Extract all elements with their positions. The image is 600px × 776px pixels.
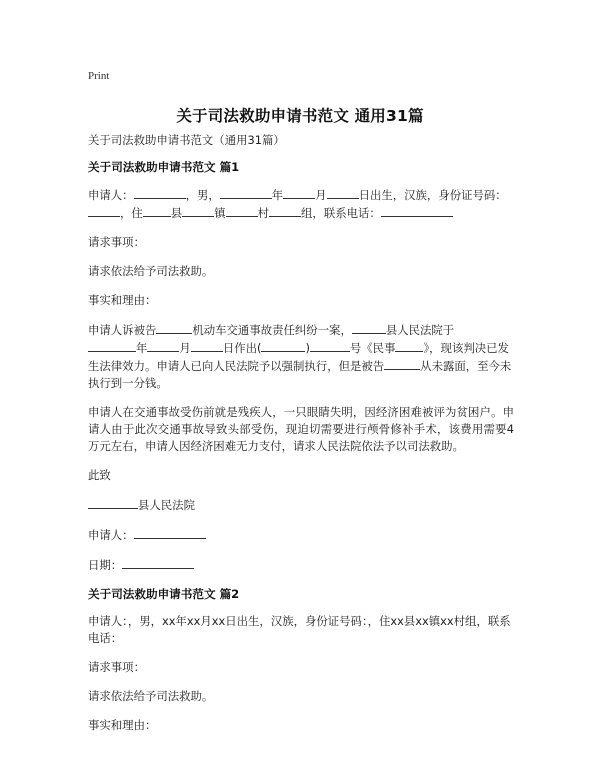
text-fragment: ) <box>305 341 310 355</box>
date-blank <box>122 556 194 569</box>
applicant-info-paragraph-2: 申请人：，男，xx年xx月xx日出生，汉族，身份证号码：，住xx县xx镇xx村组，联系电话： <box>88 614 511 645</box>
request-label-2: 请求事项： <box>88 660 145 674</box>
year-blank <box>220 186 272 199</box>
name-blank <box>134 186 186 199</box>
text-fragment: 年 <box>136 341 148 355</box>
text-fragment: ，住 <box>120 206 143 220</box>
document-type-blank <box>395 339 423 352</box>
court-suffix: 县人民法院 <box>138 498 195 512</box>
document-title: 关于司法救助申请书范文 通用31篇 <box>176 107 424 125</box>
facts-paragraph-2: 申请人在交通事故受伤前就是残疾人，一只眼睛失明，因经济困难被评为贫困户。申请人由于此次交通事故导致头部受伤，现迫切需要进行颅骨修补手术，该费用需要4万元左右，申请人因经济困难无力支付，请求人民法院依法予以司法救助。 <box>88 405 514 453</box>
text-fragment: 申请人： <box>88 188 134 202</box>
phone-blank <box>381 204 453 217</box>
day-blank <box>327 186 359 199</box>
facts-paragraph-1 <box>88 321 514 392</box>
text-fragment: 日出生，汉族，身份证号码： <box>358 188 507 202</box>
text-fragment: 号《民事 <box>349 341 396 355</box>
facts-label: 事实和理由： <box>88 293 157 307</box>
town-blank <box>182 204 214 217</box>
court-county-blank <box>352 321 386 334</box>
court-line <box>88 496 514 514</box>
group-blank <box>269 204 301 217</box>
text-fragment: 年 <box>271 188 284 202</box>
signature-blank <box>134 526 206 539</box>
text-fragment: 从未露面，至今未执行到一分钱。 <box>88 359 512 390</box>
document-subtitle: 关于司法救助申请书范文（通用31篇） <box>88 133 285 147</box>
applicant-info-paragraph <box>88 186 514 222</box>
id-number-blank <box>88 204 120 217</box>
text-fragment: 日作出( <box>222 341 262 355</box>
text-fragment: 申请人诉被告 <box>88 323 157 337</box>
text-fragment: 月 <box>315 188 327 202</box>
request-label: 请求事项： <box>88 235 145 249</box>
text-fragment: ，男， <box>185 188 220 202</box>
case-year-blank <box>261 339 305 352</box>
text-fragment: 县人民法院于 <box>385 323 455 337</box>
section-2-heading: 关于司法救助申请书范文 篇2 <box>88 587 240 601</box>
judgment-year-blank <box>88 339 136 352</box>
county-blank <box>143 204 171 217</box>
request-text: 请求依法给予司法救助。 <box>88 264 214 278</box>
judgment-month-blank <box>147 339 179 352</box>
facts-label-2: 事实和理由： <box>88 718 157 732</box>
court-name-blank <box>88 496 138 509</box>
text-fragment: 村 <box>257 206 270 220</box>
date-line <box>88 556 514 574</box>
judgment-day-blank <box>191 339 223 352</box>
defendant-name-blank <box>384 357 420 370</box>
case-number-blank <box>310 339 350 352</box>
request-text-2: 请求依法给予司法救助。 <box>88 689 214 703</box>
text-fragment: 县 <box>170 206 183 220</box>
text-fragment: 月 <box>179 341 191 355</box>
text-fragment: 组，联系电话： <box>301 206 381 220</box>
text-fragment: 镇 <box>214 206 226 220</box>
month-blank <box>283 186 315 199</box>
text-fragment: 》，现该判决已发生法律效力。申请人已向人民法院予以强制执行，但是被告 <box>88 341 509 373</box>
document-body <box>88 128 514 746</box>
signature-line <box>88 526 514 544</box>
village-blank <box>226 204 258 217</box>
sign-label: 申请人： <box>88 528 134 542</box>
print-label[interactable]: Print <box>88 70 110 82</box>
defendant-blank <box>156 321 192 334</box>
text-fragment: 机动车交通事故责任纠纷一案， <box>192 323 352 337</box>
section-1-heading: 关于司法救助申请书范文 篇1 <box>88 160 240 174</box>
date-label: 日期： <box>88 558 123 572</box>
closing-text: 此致 <box>88 468 111 482</box>
